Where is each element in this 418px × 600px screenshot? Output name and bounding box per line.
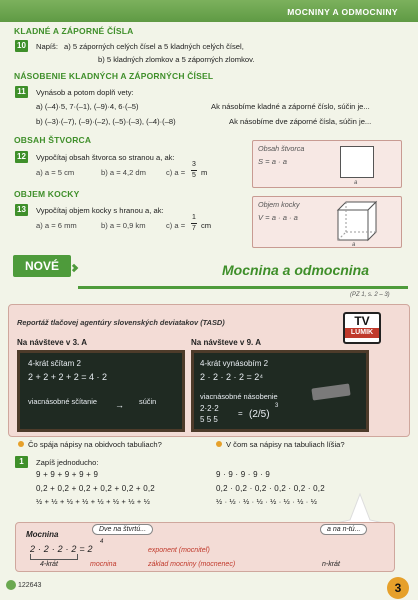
term-label: základ mocniny (mocnenec) xyxy=(148,561,236,568)
chalk-exponent: 3 xyxy=(275,403,279,409)
fraction-denominator: 5 xyxy=(192,172,196,179)
exercise-item: a) a = 5 cm xyxy=(36,168,75,177)
report-title: Reportáž tlačovej agentúry slovenských deviatakov (TASD) xyxy=(17,318,225,327)
fraction-denominator: 7 xyxy=(192,225,196,232)
exercise-number: 1 xyxy=(15,456,28,468)
math-row: 0,2 + 0,2 + 0,2 + 0,2 + 0,2 + 0,2 xyxy=(36,484,155,493)
frac-num: 2 xyxy=(214,404,219,413)
exercise-item: a) (–4)·5, 7·(–1), (–9)·4, 6·(–5) xyxy=(36,102,139,111)
chalk-paren: (2/5) xyxy=(249,409,270,420)
chalk-equals: = xyxy=(238,409,243,418)
fraction-numerator: 3 xyxy=(192,161,196,168)
section-title: OBJEM KOCKY xyxy=(14,189,80,199)
bullet-icon xyxy=(18,441,24,447)
chalk-line: viacnásobné násobenie xyxy=(200,392,278,401)
exercise-item: a) 5 záporných celých čísel a 5 kladných celých čísel, xyxy=(64,42,244,51)
discussion-question xyxy=(216,440,345,449)
exercise-prompt: Vypočítaj obsah štvorca so stranou a, ak: xyxy=(36,153,175,162)
chalk-line: 2 · 2 · 2 · 2 = 2⁴ xyxy=(200,372,264,382)
exercise-item: b) 5 kladných zlomkov a 5 záporných zlomkov. xyxy=(98,55,255,64)
tv-logo-bottom: LUMIK xyxy=(345,328,379,338)
exercise-item: c) a = xyxy=(166,168,186,177)
badge-arrow xyxy=(70,264,78,272)
section-title: KLADNÉ A ZÁPORNÉ ČÍSLA xyxy=(14,26,134,36)
tv-logo-top: TV xyxy=(354,314,370,328)
publisher-logo-icon xyxy=(6,580,16,590)
exercise-prompt: Vynásob a potom doplň vety: xyxy=(36,88,134,97)
section-title: NÁSOBENIE KLADNÝCH A ZÁPORNÝCH ČÍSEL xyxy=(14,71,214,81)
board-heading: Na návšteve v 9. A xyxy=(191,338,261,347)
unit: cm xyxy=(201,221,212,230)
unit: m xyxy=(201,168,208,177)
exercise-item: a) a = 6 mm xyxy=(36,221,77,230)
frac-den: 5 xyxy=(206,415,212,424)
exercise-prompt: Vypočítaj objem kocky s hranou a, ak: xyxy=(36,206,164,215)
section-title: OBSAH ŠTVORCA xyxy=(14,135,92,145)
exercise-prompt: Napíš: xyxy=(36,42,58,51)
exercise-number: 13 xyxy=(15,204,28,216)
square-illustration xyxy=(340,146,374,178)
chalk-fraction: 2·2·2 xyxy=(200,404,219,413)
count-label: n-krát xyxy=(322,561,340,568)
exercise-item: b) (–3)·(–7), (–9)·(–2), (–5)·(–3), (–4)·(–8) xyxy=(36,117,176,126)
discussion-question xyxy=(18,440,162,449)
math-row: 9 + 9 + 9 + 9 + 9 xyxy=(36,470,99,479)
math-row: 9 · 9 · 9 · 9 · 9 xyxy=(216,470,271,479)
question-text: V čom sa nápisy na tabuliach líšia? xyxy=(226,440,345,449)
brace xyxy=(30,554,78,560)
lesson-title: Mocnina a odmocnina xyxy=(222,262,370,278)
isbn-code: 122643 xyxy=(18,582,42,589)
formula: V = a · a · a xyxy=(258,213,298,222)
board-heading: Na návšteve v 3. A xyxy=(17,338,87,347)
chapter-title: MOCNINY A ODMOCNINY xyxy=(287,7,398,17)
page-number: 3 xyxy=(387,577,409,599)
formula: S = a · a xyxy=(258,157,287,166)
new-topic-badge: NOVÉ xyxy=(13,255,71,277)
chalk-line: súčin xyxy=(139,397,157,406)
definition-title: Mocnina xyxy=(26,530,59,539)
exercise-sentence: Ak násobíme dve záporné čísla, súčin je... xyxy=(229,117,372,126)
exercise-number: 10 xyxy=(15,40,28,52)
exercise-prompt: Zapíš jednoducho: xyxy=(36,458,99,467)
frac-den: 5 xyxy=(200,415,205,424)
chalk-fraction-den xyxy=(200,415,218,424)
fraction-bar xyxy=(191,170,197,171)
exercise-item: b) a = 0,9 km xyxy=(101,221,146,230)
chalk-line: 4-krát vynásobím 2 xyxy=(200,359,269,368)
chalk-line: 2 + 2 + 2 + 2 = 4 · 2 xyxy=(28,372,108,382)
side-label: a xyxy=(354,180,358,186)
exercise-item: b) a = 4,2 dm xyxy=(101,168,146,177)
frac-den: 5 xyxy=(213,415,218,424)
info-box-title: Obsah štvorca xyxy=(258,144,305,153)
speech-bubble: a na n-tú... xyxy=(320,524,367,535)
chalk-line: 4-krát sčítam 2 xyxy=(28,359,81,368)
power-exponent: 4 xyxy=(100,539,104,545)
fraction-row: ½ + ½ + ½ + ½ + ½ + ½ + ½ + ½ xyxy=(36,497,151,506)
math-row: 0,2 · 0,2 · 0,2 · 0,2 · 0,2 · 0,2 xyxy=(216,484,325,493)
power-expression: 2 · 2 · 2 · 2 = 2 xyxy=(30,544,93,554)
exercise-item: c) a = xyxy=(166,221,186,230)
count-label: 4-krát xyxy=(40,561,58,568)
exercise-number: 12 xyxy=(15,151,28,163)
term-label: mocnina xyxy=(90,561,117,568)
tv-logo-icon xyxy=(343,312,381,344)
title-rule xyxy=(78,286,408,289)
frac-num: 2 xyxy=(200,404,205,413)
exercise-number: 11 xyxy=(15,86,28,98)
term-label: exponent (mocniteľ) xyxy=(148,547,210,554)
cube-illustration xyxy=(334,200,382,242)
reference: (PZ 1, s. 2 – 3) xyxy=(350,292,390,298)
arrow-icon: → xyxy=(115,400,124,410)
exercise-sentence: Ak násobíme kladné a záporné číslo, súčin je... xyxy=(211,102,370,111)
fraction-row: ½ · ½ · ½ · ½ · ½ · ½ · ½ · ½ xyxy=(216,497,318,506)
frac-num: 2 xyxy=(207,404,212,413)
fraction-bar xyxy=(191,223,197,224)
edge-label: a xyxy=(352,242,356,248)
info-box-title: Objem kocky xyxy=(258,200,300,209)
fraction-numerator: 1 xyxy=(192,214,196,221)
chalk-line: viacnásobné sčítanie xyxy=(28,397,98,406)
question-text: Čo spája nápisy na obidvoch tabuliach? xyxy=(28,440,162,449)
speech-bubble: Dve na štvrtú... xyxy=(92,524,153,535)
bullet-icon xyxy=(216,441,222,447)
